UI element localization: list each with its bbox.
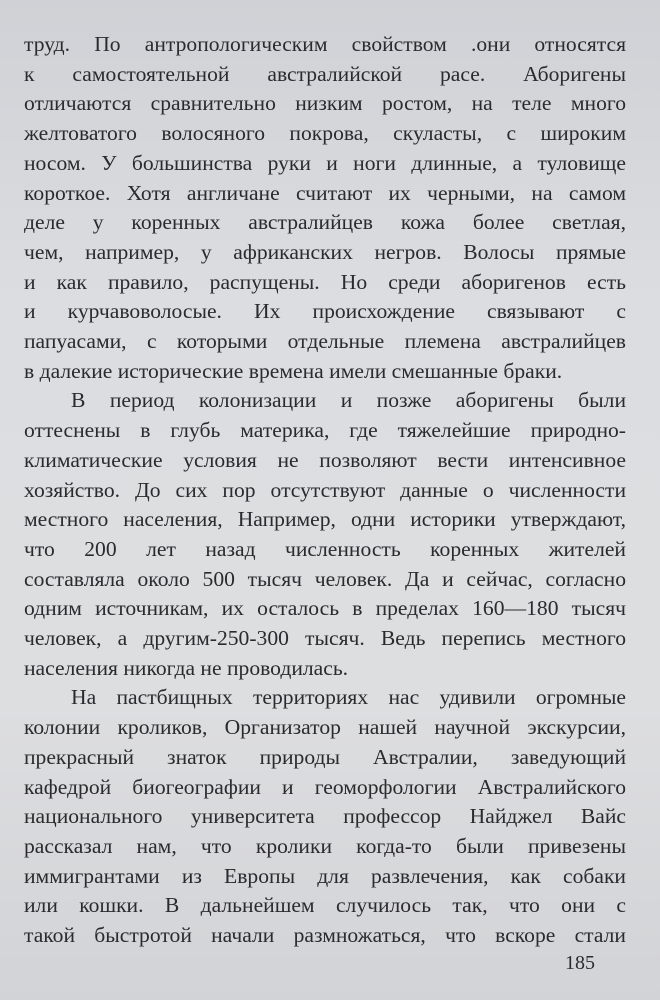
text-line: и как правило, распущены. Но среди аборигенов есть — [24, 269, 626, 294]
text-line: такой быстротой начали размножаться, что вскоре стали — [24, 923, 626, 948]
text-line: климатические условия не позволяют вести интенсивное — [24, 447, 626, 472]
text-line: хозяйство. До сих пор отсутствуют данные о численности — [24, 477, 626, 502]
text-line: одним источникам, их осталось в пределах 160—180 тысяч — [24, 596, 626, 621]
paragraph-1 — [24, 30, 626, 386]
text-line: деле у коренных австралийцев кожа более светлая, — [24, 210, 626, 235]
page-number: 185 — [565, 952, 595, 974]
text-line: в далекие исторические времена имели смешанные браки. — [24, 358, 563, 383]
text-line: что 200 лет назад численность коренных жителей — [24, 536, 626, 561]
text-line: населения никогда не проводилась. — [24, 655, 349, 680]
text-line: иммигрантами из Европы для развлечения, как собаки — [24, 863, 626, 888]
text-line: желтоватого волосяного покрова, скуласты, с широким — [24, 121, 626, 146]
text-line: национального университета профессор Найджел Вайс — [24, 804, 626, 829]
text-line: прекрасный знаток природы Австралии, заведующий — [24, 744, 626, 769]
text-line: короткое. Хотя англичане считают их черными, на самом — [24, 180, 626, 205]
text-line: человек, а другим-250-300 тысяч. Ведь перепись местного — [24, 626, 626, 651]
text-line: кафедрой биогеографии и геоморфологии Австралийского — [24, 774, 626, 799]
text-line: отличаются сравнительно низким ростом, на теле много — [24, 91, 626, 116]
text-line: составляла около 500 тысяч человек. Да и сейчас, согласно — [24, 566, 626, 591]
text-line: труд. По антропологическим свойством .они относятся — [24, 32, 626, 56]
paragraph-3 — [24, 683, 626, 950]
text-line: и курчавоволосые. Их происхождение связывают с — [24, 299, 626, 324]
text-line: В период колонизации и позже аборигены были — [71, 388, 626, 413]
text-line: или кошки. В дальнейшем случилось так, что они с — [24, 893, 626, 918]
paragraph-2 — [24, 386, 626, 683]
text-line: носом. У большинства руки и ноги длинные, а туловище — [24, 150, 626, 175]
text-line: колонии кроликов, Организатор нашей научной экскурсии, — [24, 715, 626, 740]
text-line: местного населения, Например, одни историки утверждают, — [24, 507, 626, 532]
text-line: оттеснены в глубь материка, где тяжелейшие природно- — [24, 418, 626, 443]
text-line: папуасами, с которыми отдельные племена австралийцев — [24, 329, 626, 354]
text-line: На пастбищных территориях нас удивили огромные — [71, 685, 626, 710]
text-line: рассказал нам, что кролики когда-то были привезены — [24, 833, 626, 858]
text-line: чем, например, у африканских негров. Волосы прямые — [24, 239, 626, 264]
text-line: к самостоятельной австралийской расе. Аборигены — [24, 61, 626, 86]
